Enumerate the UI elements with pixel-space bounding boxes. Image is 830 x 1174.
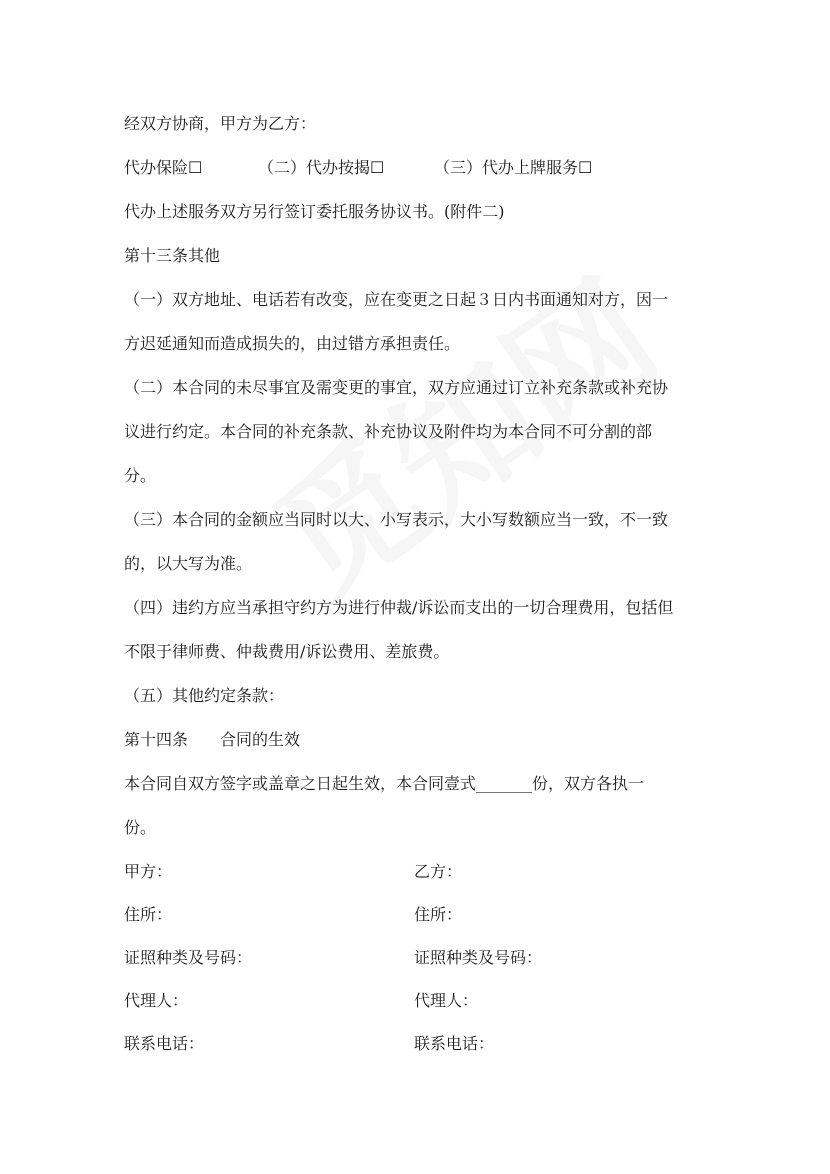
id-a-label: 证照种类及号码： <box>124 948 253 967</box>
phone-b-label: 联系电话： <box>414 1034 495 1053</box>
party-b-label: 乙方： <box>414 862 463 881</box>
phone-a-label: 联系电话： <box>124 1034 205 1053</box>
clause-2-line-1: （二）本合同的未尽事宜及需变更的事宜，双方应通过订立补充条款或补充协 <box>124 378 669 397</box>
article-14-heading: 合同的生效 <box>220 730 301 749</box>
intro-line: 经双方协商，甲方为乙方： <box>124 114 317 133</box>
agent-a-label: 代理人： <box>124 991 189 1010</box>
article-14-body-line-1: 本合同自双方签字或盖章之日起生效，本合同壹式_______份，双方各执一 <box>124 774 645 793</box>
clause-1-line-2: 方迟延通知而造成损失的，由过错方承担责任。 <box>124 334 461 353</box>
signature-row-party <box>124 856 704 899</box>
clause-5: （五）其他约定条款： <box>124 686 285 705</box>
clause-1-line-1: （一）双方地址、电话若有改变，应在变更之日起３日内书面通知对方，因一 <box>124 290 669 309</box>
service-plate-checkbox[interactable]: （三）代办上牌服务☐ <box>434 158 593 177</box>
clause-2-line-3: 分。 <box>124 466 157 485</box>
article-14-number: 第十四条 <box>124 730 189 749</box>
signature-row-phone <box>124 1028 704 1071</box>
services-note: 代办上述服务双方另行签订委托服务协议书。(附件二) <box>124 202 505 221</box>
agent-b-label: 代理人： <box>414 991 479 1010</box>
service-insurance-checkbox[interactable]: 代办保险☐ <box>124 158 203 177</box>
article-13-title: 第十三条其他 <box>124 246 221 265</box>
address-b-label: 住所： <box>414 905 463 924</box>
id-b-label: 证照种类及号码： <box>414 948 543 967</box>
clause-3-line-1: （三）本合同的金额应当同时以大、小写表示，大小写数额应当一致，不一致 <box>124 510 669 529</box>
clause-4-line-1: （四）违约方应当承担守约方为进行仲裁/诉讼而支出的一切合理费用，包括但 <box>124 598 674 617</box>
service-mortgage-checkbox[interactable]: （二）代办按揭☐ <box>258 158 385 177</box>
clause-3-line-2: 的，以大写为准。 <box>124 554 253 573</box>
address-a-label: 住所： <box>124 905 173 924</box>
signature-row-id <box>124 942 704 985</box>
article-14-body-line-2: 份。 <box>124 818 157 837</box>
services-options <box>124 152 704 196</box>
clause-2-line-2: 议进行约定。本合同的补充条款、补充协议及附件均为本合同不可分割的部 <box>124 422 653 441</box>
signature-row-agent <box>124 985 704 1028</box>
signature-block <box>124 856 704 1071</box>
article-14-title <box>124 724 704 768</box>
document-page <box>124 108 704 1071</box>
clause-4-line-2: 不限于律师费、仲裁费用/诉讼费用、差旅费。 <box>124 642 450 661</box>
party-a-label: 甲方： <box>124 862 173 881</box>
signature-row-address <box>124 899 704 942</box>
